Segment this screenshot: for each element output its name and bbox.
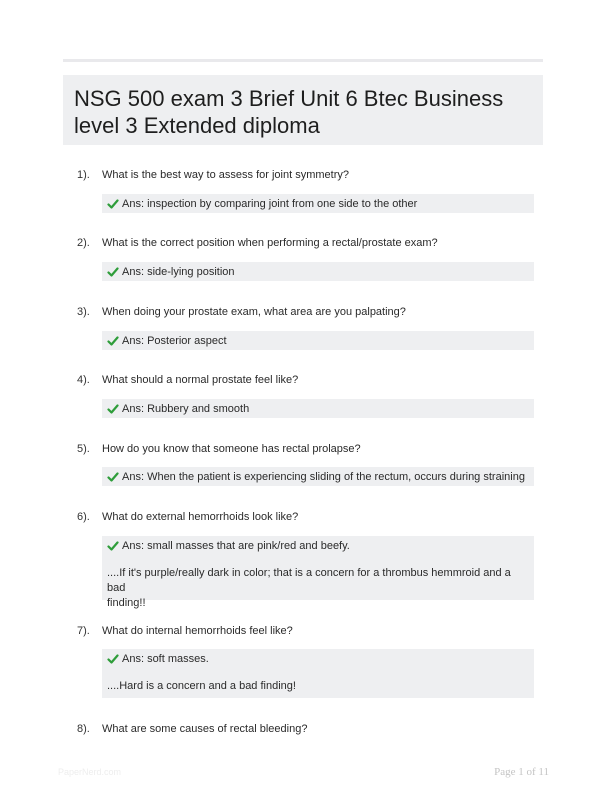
answer-box — [102, 649, 534, 698]
checkmark-icon — [107, 653, 119, 665]
question-number: 6). — [77, 511, 90, 523]
checkmark-icon — [107, 335, 119, 347]
answer-box — [102, 399, 534, 418]
answer-box — [102, 331, 534, 350]
answer-text: Ans: small masses that are pink/red and beefy. — [122, 539, 350, 552]
answer-box — [102, 262, 534, 281]
checkmark-icon — [107, 198, 119, 210]
question-number: 3). — [77, 306, 90, 318]
checkmark-icon — [107, 471, 119, 483]
answer-box — [102, 467, 534, 486]
question-text: What do internal hemorrhoids feel like? — [102, 625, 293, 637]
page-title: NSG 500 exam 3 Brief Unit 6 Btec Business level 3 Extended diploma — [74, 86, 504, 138]
answer-text: Ans: When the patient is experiencing sliding of the rectum, occurs during straining — [122, 470, 525, 483]
question-number: 8). — [77, 723, 90, 735]
question-text: What should a normal prostate feel like? — [102, 374, 299, 386]
question-number: 7). — [77, 625, 90, 637]
answer-box — [102, 536, 534, 609]
checkmark-icon — [107, 266, 119, 278]
answer-text: Ans: inspection by comparing joint from one side to the other — [122, 197, 418, 210]
question-number: 4). — [77, 374, 90, 386]
checkmark-icon — [107, 403, 119, 415]
question-text: How do you know that someone has rectal prolapse? — [102, 443, 361, 455]
title-banner — [63, 75, 543, 145]
answer-text: Ans: soft masses. — [122, 652, 209, 665]
question-text: When doing your prostate exam, what area are you palpating? — [102, 306, 406, 318]
question-text: What do external hemorrhoids look like? — [102, 511, 299, 523]
top-divider — [63, 59, 543, 62]
question-number: 2). — [77, 237, 90, 249]
answer-box — [102, 194, 534, 213]
answer-note-line: ....Hard is a concern and a bad finding! — [107, 680, 296, 692]
answer-text: Ans: Posterior aspect — [122, 334, 227, 347]
question-number: 1). — [77, 169, 90, 181]
checkmark-icon — [107, 540, 119, 552]
footer-watermark: PaperNerd.com — [58, 767, 122, 777]
page-number: Page 1 of 11 — [494, 766, 549, 778]
question-text: What are some causes of rectal bleeding? — [102, 723, 308, 735]
question-text: What is the correct position when performing a rectal/prostate exam? — [102, 237, 438, 249]
answer-text: Ans: side-lying position — [122, 265, 235, 278]
answer-note-line: ....If it's purple/really dark in color; that is a concern for a thrombus hemmroid and a bad — [107, 567, 511, 594]
question-number: 5). — [77, 443, 90, 455]
question-text: What is the best way to assess for joint symmetry? — [102, 169, 349, 181]
answer-text: Ans: Rubbery and smooth — [122, 402, 250, 415]
answer-note-line: finding!! — [107, 597, 146, 609]
